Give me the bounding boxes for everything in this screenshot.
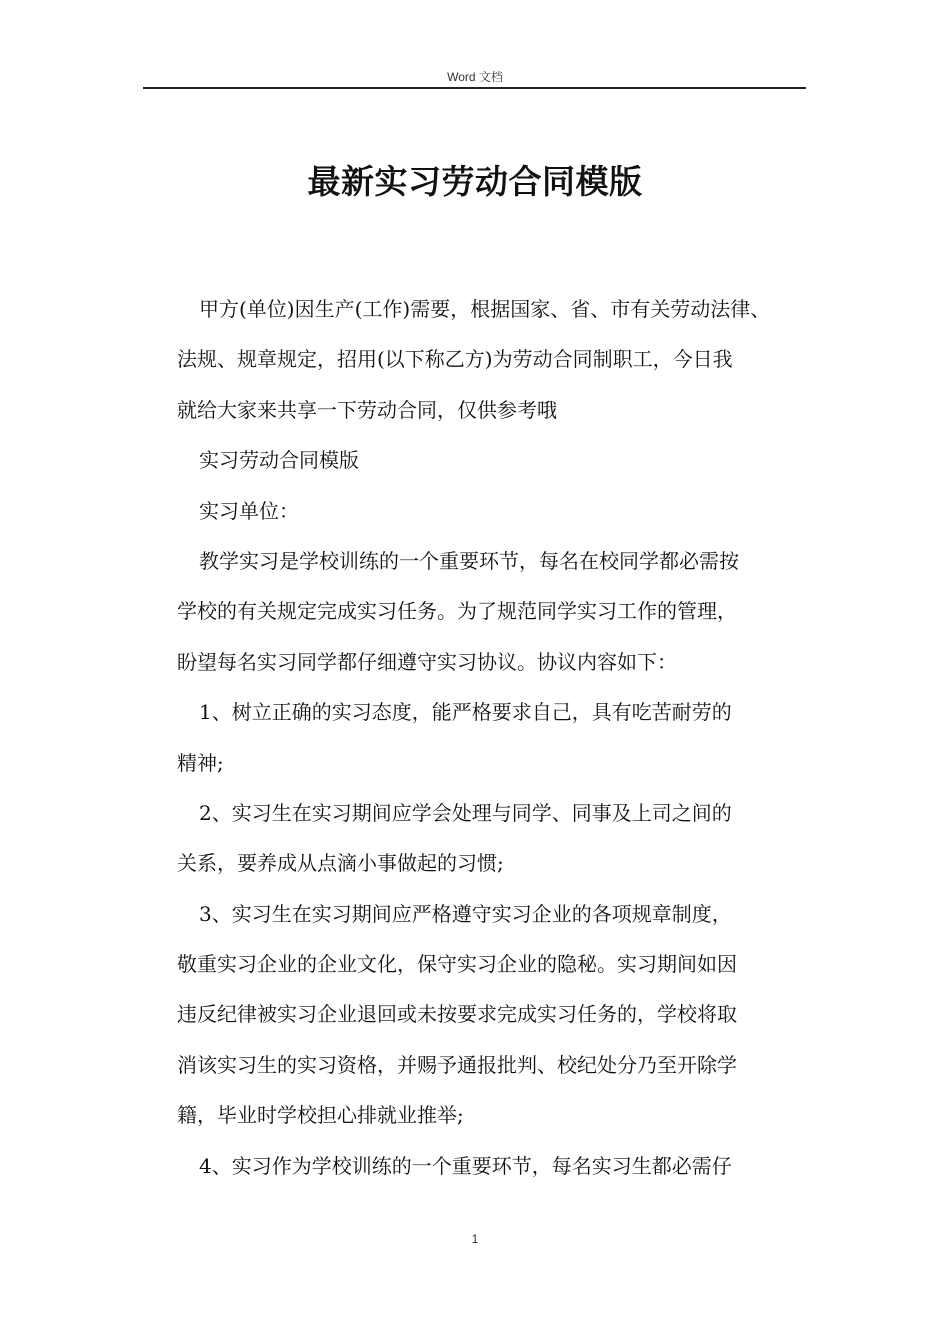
document-body [177,287,817,1194]
paragraph-line: 教学实习是学校训练的一个重要环节，每名在校同学都必需按 [199,548,739,573]
paragraph-line: 2、实习生在实习期间应学会处理与同学、同事及上司之间的 [199,800,732,825]
paragraph-line: 就给大家来共享一下劳动合同，仅供参考哦 [177,397,557,422]
paragraph-line: 学校的有关规定完成实习任务。为了规范同学实习工作的管理， [177,599,737,624]
document-title: 最新实习劳动合同模版 [307,162,643,201]
paragraph-line: 实习劳动合同模版 [199,448,359,473]
paragraph-line: 甲方(单位)因生产(工作)需要，根据国家、省、市有关劳动法律、 [199,297,771,321]
header-divider [143,87,806,89]
page-number: 1 [471,1232,479,1246]
paragraph-line: 违反纪律被实习企业退回或未按要求完成实习任务的，学校将取 [177,1002,737,1027]
paragraph-line: 3、实习生在实习期间应严格遵守实习企业的各项规章制度， [199,901,732,926]
page-header: Word 文档 [447,70,503,84]
paragraph-line: 敬重实习企业的企业文化，保守实习企业的隐秘。实习期间如因 [177,952,737,977]
paragraph-line: 盼望每名实习同学都仔细遵守实习协议。协议内容如下： [177,649,677,674]
paragraph-line: 4、实习作为学校训练的一个重要环节，每名实习生都必需仔 [199,1153,732,1178]
paragraph-line: 消该实习生的实习资格，并赐予通报批判、校纪处分乃至开除学 [177,1052,737,1077]
paragraph-line: 籍，毕业时学校担心排就业推举; [177,1103,464,1128]
paragraph-line: 精神; [177,750,224,775]
paragraph-line: 法规、规章规定，招用(以下称乙方)为劳动合同制职工，今日我 [177,347,733,372]
paragraph-line: 关系，要养成从点滴小事做起的习惯; [177,851,504,876]
paragraph-line: 实习单位： [199,498,299,523]
paragraph-line: 1、树立正确的实习态度，能严格要求自己，具有吃苦耐劳的 [199,700,732,725]
